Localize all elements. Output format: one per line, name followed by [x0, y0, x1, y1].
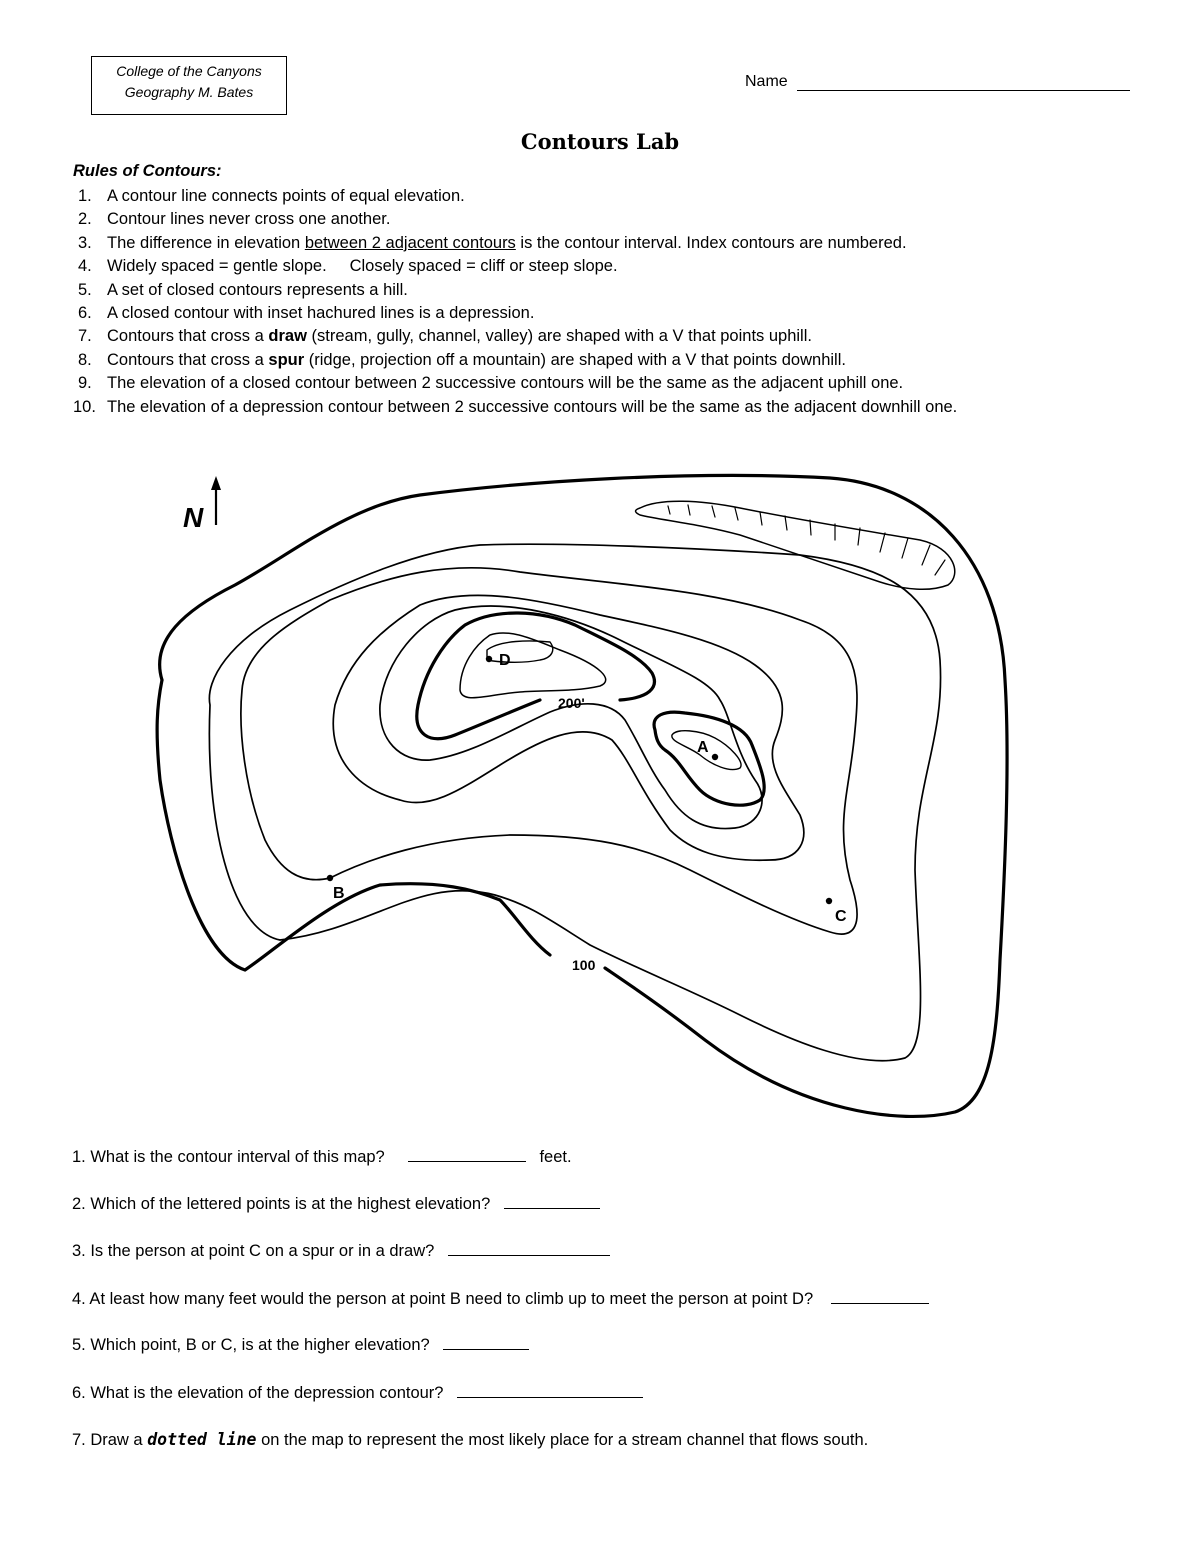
answer-blank-4[interactable]	[831, 1289, 929, 1304]
rule-item: 4. Widely spaced = gentle slope. Closely spaced = cliff or steep slope.	[78, 257, 618, 276]
name-label: Name	[745, 73, 788, 90]
contour-summit-d-inner	[487, 641, 553, 662]
point-d-marker	[486, 656, 492, 662]
contour-4	[333, 595, 803, 860]
question-2: 2. Which of the lettered points is at the highest elevation?	[72, 1194, 600, 1214]
rule-item: 1. A contour line connects points of equal elevation.	[78, 187, 465, 205]
page-title: Contours Lab	[520, 129, 680, 154]
dotted-line-term: dotted line	[147, 1430, 257, 1449]
contour-100-index	[160, 475, 1007, 1116]
depression-hachures	[668, 505, 945, 575]
depression-contour	[636, 501, 955, 589]
contour-summit-d	[460, 633, 606, 698]
question-5: 5. Which point, B or C, is at the higher elevation?	[72, 1335, 529, 1355]
contour-map	[150, 470, 1020, 1130]
course-name: Geography M. Bates	[124, 84, 254, 100]
question-7: 7. Draw a dotted line on the map to represent the most likely place for a stream channel that flows south.	[72, 1430, 869, 1449]
question-3: 3. Is the person at point C on a spur or in a draw?	[72, 1241, 610, 1261]
point-a-label: A	[697, 739, 709, 756]
north-arrow	[183, 476, 221, 533]
north-arrow-head	[211, 476, 221, 490]
point-a-marker	[712, 754, 718, 760]
rule-item: 9. The elevation of a closed contour between 2 successive contours will be the same as the adjacent uphill one.	[78, 374, 904, 393]
rules-list	[73, 185, 958, 419]
point-c-label: C	[835, 908, 847, 925]
contour-label-100: 100	[572, 957, 596, 973]
north-label: N	[183, 502, 204, 533]
point-c-marker	[826, 898, 832, 904]
rule-item: 5. A set of closed contours represents a hill.	[78, 280, 408, 299]
point-d-label: D	[499, 652, 511, 669]
rule-item: 3. The difference in elevation between 2 adjacent contours is the contour interval. Index contours are numbered.	[78, 233, 907, 252]
answer-blank-2[interactable]	[504, 1194, 600, 1209]
rule-item: 2. Contour lines never cross one another.	[78, 210, 391, 229]
contour-label-200: 200'	[558, 695, 585, 711]
question-4: 4. At least how many feet would the person at point B need to climb up to meet the person at point D?	[72, 1289, 929, 1309]
contour-3	[241, 568, 857, 934]
term-draw: draw	[268, 327, 307, 346]
course-info-box	[91, 56, 287, 115]
name-blank[interactable]	[797, 90, 1130, 91]
answer-blank-1[interactable]	[408, 1147, 526, 1162]
rule-item: 8. Contours that cross a spur (ridge, projection off a mountain) are shaped with a V that points downhill.	[78, 350, 846, 369]
rules-title: Rules of Contours:	[73, 162, 222, 180]
question-6: 6. What is the elevation of the depression contour?	[72, 1383, 643, 1403]
term-spur: spur	[268, 350, 305, 369]
college-name: College of the Canyons	[116, 63, 262, 79]
answer-blank-6[interactable]	[457, 1383, 643, 1398]
answer-blank-5[interactable]	[443, 1335, 529, 1350]
rule-item: 6. A closed contour with inset hachured lines is a depression.	[78, 303, 535, 322]
rule-item: 7. Contours that cross a draw (stream, gully, channel, valley) are shaped with a V that points uphill.	[78, 327, 812, 346]
point-b-label: B	[333, 885, 345, 902]
point-b-marker	[327, 875, 333, 881]
contour-200-index-d	[417, 613, 655, 739]
answer-blank-3[interactable]	[448, 1241, 610, 1256]
question-1: 1. What is the contour interval of this map? feet.	[72, 1148, 572, 1166]
contour-200-index-a	[654, 712, 764, 805]
rule-item: 10. The elevation of a depression contour between 2 successive contours will be the same as the adjacent downhill one.	[73, 397, 958, 416]
underlined-phrase: between 2 adjacent contours	[304, 233, 516, 252]
